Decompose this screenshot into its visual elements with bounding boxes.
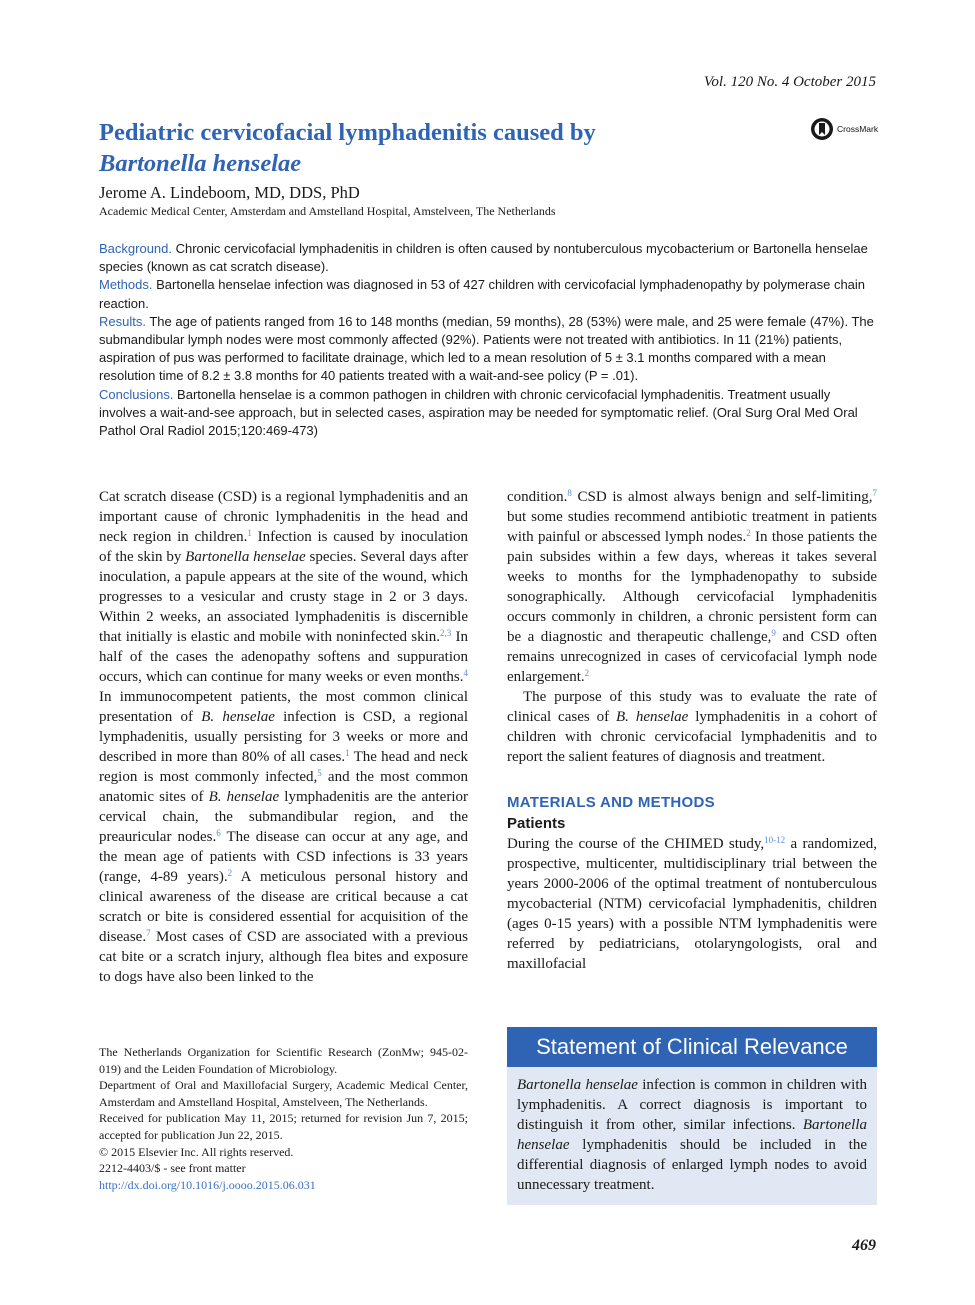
background-text: Chronic cervicofacial lymphadenitis in children is often caused by nontuberculous mycobacterium or Bartonella henselae species (known as cat scratch disease). [99, 241, 868, 275]
reference-link[interactable]: 5 [317, 768, 322, 778]
doi-link[interactable]: http://dx.doi.org/10.1016/j.oooo.2015.06.031 [99, 1177, 316, 1192]
body-text: and CSD often remains unrecognized in cases of cervicofacial lymph node enlargement. [507, 629, 877, 685]
body-text: During the course of the CHIMED study, [507, 836, 765, 852]
background-label: Background. [99, 241, 172, 256]
abstract [99, 240, 877, 440]
body-text: The disease can occur at any age, and the mean age of patients with CSD infections is 33 years (range, 4-89 years). [99, 829, 468, 885]
body-text: In immunocompetent patients, the most common clinical presentation of [99, 689, 468, 725]
body-text: Cat scratch disease (CSD) is a regional lymphadenitis and an important cause of chronic lymphadenitis in the head and neck region in children. [99, 489, 468, 545]
box-text: infection is common in children with lymphadenitis. A correct diagnosis is important to distinguish it from other, similar infections. [517, 1077, 867, 1133]
page-number: 469 [852, 1237, 876, 1254]
author-affiliation: Academic Medical Center, Amsterdam and Amstelland Hospital, Amstelveen, The Netherlands [99, 204, 556, 218]
body-text: The head and neck region is most commonly infected, [99, 749, 469, 785]
reference-link[interactable]: 10-12 [764, 835, 786, 845]
body-text: and the most common anatomic sites of [99, 769, 468, 805]
subsection-heading: Patients [507, 815, 566, 832]
box-text: lymphadenitis should be included in the differential diagnosis of enlarged lymph nodes to avoid unnecessary treatment. [517, 1137, 867, 1193]
article-title [99, 117, 699, 179]
body-text: CSD is almost always benign and self-limiting, [571, 489, 873, 505]
body-text: but some studies recommend antibiotic treatment in patients with painful or abscessed lymph nodes. [507, 509, 877, 545]
body-text: condition. [507, 489, 568, 505]
abstract-methods [99, 276, 877, 312]
issn-note: 2212-4403/$ - see front matter [99, 1161, 246, 1176]
species-name: B. henselae [201, 709, 275, 725]
reference-link[interactable]: 9 [771, 628, 776, 638]
funding-note: The Netherlands Organization for Scientific Research (ZonMw; 945-02-019) and the Leiden Foundation of Microbiology. [99, 1045, 468, 1076]
reference-link[interactable]: 4 [463, 668, 468, 678]
crossmark-label: CrossMark [837, 124, 879, 134]
reference-link[interactable]: 8 [567, 488, 572, 498]
body-text: lymphadenitis in a cohort of children with chronic cervicofacial lymphadenitis and to report the salient features of diagnosis and treatment. [507, 709, 877, 765]
body-left-column [99, 487, 468, 987]
species-name: Bartonella henselae [517, 1117, 867, 1153]
body-right-column [507, 487, 877, 974]
body-text: The purpose of this study was to evaluate the rate of clinical cases of [507, 689, 877, 725]
crossmark-icon [810, 117, 834, 141]
journal-issue: Vol. 120 No. 4 October 2015 [703, 74, 876, 90]
body-text: species. Several days after inoculation, a papule appears at the site of the wound, which progresses to a vesicular and crusty stage in 2 or 3 days. Within 2 weeks, an associated lymphadenitis is discernible that initially is elastic and mobile with noninfected skin. [99, 549, 469, 645]
reference-link[interactable]: 7 [146, 928, 151, 938]
body-text: In those patients the pain subsides within a few days, whereas it takes several weeks to months for the lymphadenopathy to subside sonographically. Although cervicofacial lymphadenitis occurs commonly in children, a chronic persistent form can be a diagnostic and therapeutic challenge, [507, 529, 878, 645]
species-name: B. henselae [208, 789, 280, 805]
body-text: a randomized, prospective, multicenter, multidisciplinary trial between the years 2000-2006 of the optimal treatment of nontuberculous mycobacterial (NTM) cervicofacial lymphadenitis, children (ages 0-15 years) with a possible NTM lymphadenitis were referred by pediatricians, otolaryngologists, oral and maxillofacial [507, 836, 878, 972]
clinical-relevance-box [507, 1027, 877, 1205]
results-label: Results. [99, 313, 146, 329]
clinical-relevance-text [507, 1067, 877, 1195]
clinical-relevance-heading: Statement of Clinical Relevance [507, 1027, 877, 1067]
conclusions-label: Conclusions. [99, 386, 174, 402]
reference-link[interactable]: 2 [227, 868, 233, 878]
reference-link[interactable]: 7 [872, 488, 877, 498]
title-line-1: Pediatric cervicofacial lymphadenitis caused by [99, 119, 596, 146]
abstract-background [99, 240, 877, 276]
methods-text: Bartonella henselae infection was diagnosed in 53 of 427 children with cervicofacial lymphadenopathy by polymerase chain reaction. [99, 277, 866, 311]
patients-paragraph [507, 834, 877, 974]
reference-link[interactable]: 2 [584, 668, 590, 678]
methods-label: Methods. [99, 277, 153, 293]
body-text: Infection is caused by inoculation of the skin by [99, 529, 468, 565]
abstract-conclusions [99, 386, 877, 441]
species-name: Bartonella henselae [517, 1077, 638, 1093]
crossmark-badge[interactable] [810, 117, 878, 141]
conclusions-text: Bartonella henselae is a common pathogen in children with chronic cervicofacial lymphadenitis. Treatment usually involves a wait-and-see approach, but in selected cases, aspiration may be needed for symptomatic relief. (Oral Surg Oral Med Oral Pathol Oral Radiol 2015;120:469-473) [99, 386, 858, 439]
reference-link[interactable]: 2,3 [440, 628, 452, 638]
abstract-results [99, 313, 877, 386]
title-line-2: Bartonella henselae [99, 150, 302, 177]
section-heading: MATERIALS AND METHODS [507, 794, 715, 811]
author-name: Jerome A. Lindeboom, MD, DDS, PhD [99, 183, 360, 202]
intro-paragraph-continued [507, 487, 877, 687]
species-name: B. henselae [616, 709, 689, 725]
purpose-paragraph [507, 687, 877, 767]
body-text: A meticulous personal history and clinical awareness of the disease are critical because a cat scratch or bite is considered essential for acquisition of the disease. [99, 869, 468, 945]
body-text: Most cases of CSD are associated with a previous cat bite or a scratch injury, although flea bites and exposure to dogs have also been linked to the [99, 929, 468, 985]
footnotes [99, 1044, 468, 1193]
received-note: Received for publication May 11, 2015; returned for revision Jun 7, 2015; accepted for publication Jun 22, 2015. [99, 1111, 468, 1142]
reference-link[interactable]: 1 [345, 748, 350, 758]
body-text: infection is CSD, a regional lymphadenitis, usually persisting for 3 weeks or more and described in more than 80% of all cases. [99, 709, 468, 765]
reference-link[interactable]: 1 [247, 528, 252, 538]
body-text: lymphadenitis are the anterior cervical chain, the submandibular region, and the preauricular nodes. [99, 789, 469, 845]
reference-link[interactable]: 2 [746, 528, 751, 538]
body-text: In half of the cases the adenopathy softens and suppuration occurs, which can continue for many weeks or even months. [99, 629, 468, 685]
species-name: Bartonella henselae [185, 549, 306, 565]
intro-paragraph [99, 487, 468, 987]
results-text: The age of patients ranged from 16 to 148 months (median, 59 months), 28 (53%) were male, and 25 were female (47%). The submandibular lymph nodes were most commonly affected (92%). Patients were not treated with antibiotics. In 11 (21%) patients, aspiration of pus was performed to facilitate drainage, which led to a mean resolution of 5 ± 3.1 months compared with a mean resolution time of 8.2 ± 3.8 months for 40 patients treated with a wait-and-see policy (P = .01). [99, 313, 874, 384]
department-note: Department of Oral and Maxillofacial Surgery, Academic Medical Center, Amsterdam and Amstelland Hospital, Amstelveen, The Netherlands. [99, 1078, 468, 1109]
reference-link[interactable]: 6 [216, 828, 221, 838]
copyright-note: © 2015 Elsevier Inc. All rights reserved. [99, 1144, 294, 1159]
